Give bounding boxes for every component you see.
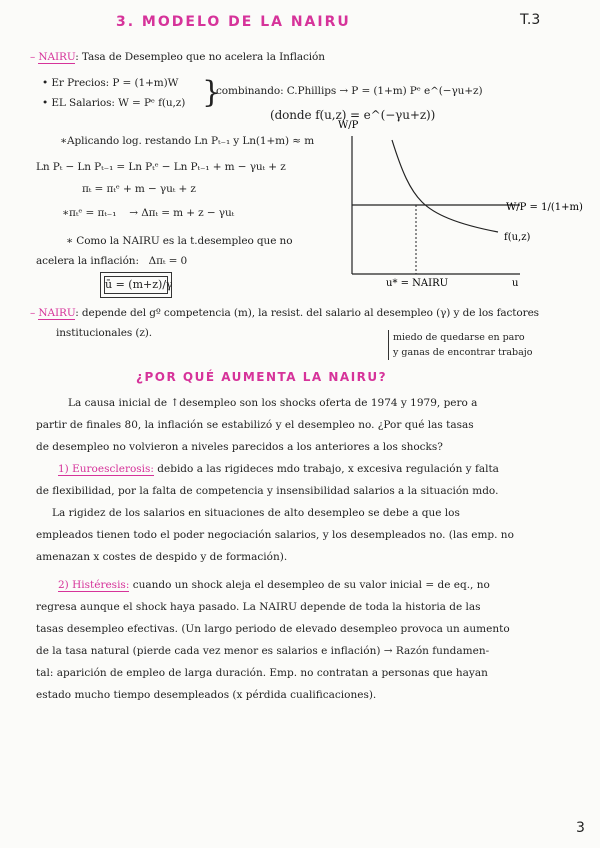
log-note: ∗Aplicando log. restando Ln Pₜ₋₁ y Ln(1+m) ≈ m xyxy=(60,135,315,147)
nairu-definition: – NAIRU: Tasa de Desempleo que no acelera la Inflación xyxy=(30,51,325,63)
section-title: ¿POR QUÉ AUMENTA LA NAIRU? xyxy=(136,370,388,384)
item-2-label: 2) Histéresis: xyxy=(58,579,130,591)
nairu-graph xyxy=(330,112,595,292)
graph-nairu-label: u* = NAIRU xyxy=(386,278,449,289)
where-equation: (donde f(u,z) = e^(−γu+z)) xyxy=(270,108,436,122)
topic-tag: T.3 xyxy=(520,12,541,28)
gamma-bracket-line-1: miedo de quedarse en paro xyxy=(393,332,525,343)
boxed-formula: ū = (m+z)/γ xyxy=(104,276,168,294)
intro-paragraph: La causa inicial de ↑desempleo son los shocks oferta de 1974 y 1979, pero a partir de finales 80, la inflación se estabilizó y el desempleo no. ¿Por qué las tasas de desempleo no volvieron a niveles parecidos a los anteriores a los shocks? xyxy=(36,397,478,453)
graph-curve-label: f(u,z) xyxy=(504,232,531,243)
nairu-definition-text: Tasa de Desempleo que no acelera la Inflación xyxy=(81,51,325,63)
nairu-condition-note-2: acelera la inflación: Δπₜ = 0 xyxy=(36,255,188,267)
graph-y-label: W/P xyxy=(338,120,359,131)
derivation-line-2: πₜ = πₜᵉ + m − γuₜ + z xyxy=(82,183,196,195)
derivation-line-1: Ln Pₜ − Ln Pₜ₋₁ = Ln Pₜᵉ − Ln Pₜ₋₁ + m − γuₜ + z xyxy=(36,161,286,173)
page-number: 3 xyxy=(576,820,585,836)
gamma-bracket-line-2: y ganas de encontrar trabajo xyxy=(393,347,533,358)
prices-equation: • Er Precios: P = (1+m)W xyxy=(42,77,179,89)
page-title: 3. MODELO DE LA NAIRU xyxy=(116,14,351,30)
item-1-label: 1) Euroesclerosis: xyxy=(58,463,154,475)
nairu-depends-term: NAIRU xyxy=(38,307,76,319)
graph-wage-curve xyxy=(392,140,498,232)
combine-brace: } xyxy=(202,75,222,110)
nairu-term: NAIRU xyxy=(38,51,76,63)
combined-equation: combinando: C.Phillips → P = (1+m) Pᵉ e^(−γu+z) xyxy=(216,85,483,97)
nairu-depends-line-2: institucionales (z). xyxy=(56,327,153,339)
nairu-depends-line-1: – NAIRU: depende del gº competencia (m), la resist. del salario al desempleo (γ) y de los factores xyxy=(30,307,539,319)
nairu-condition-note-1: ∗ Como la NAIRU es la t.desempleo que no xyxy=(66,235,293,247)
wages-equation: • EL Salarios: W = Pᵉ f(u,z) xyxy=(42,97,186,109)
graph-x-label: u xyxy=(512,278,519,289)
derivation-line-3: ∗πₜᵉ = πₜ₋₁ → Δπₜ = m + z − γuₜ xyxy=(62,207,235,219)
gamma-bracket xyxy=(388,330,532,360)
item-2-paragraph: 2) Histéresis: cuando un shock aleja el desempleo de su valor inicial = de eq., no regresa aunque el shock haya pasado. La NAIRU depende de toda la historia de las tasas desempleo efectivas. (Un largo periodo de elevado desempleo provoca un aumento de la tasa natural (pierde cada vez menor es salarios e inflación) → Razón fundamen- tal: aparición de empleo de larga duración. Emp. no contratan a personas que hayan estado mucho tiempo desempleados (x pérdida cualificaciones). xyxy=(36,579,510,701)
graph-markup-label: W/P = 1/(1+m) xyxy=(506,202,583,213)
item-1-paragraph: 1) Euroesclerosis: debido a las rigideces mdo trabajo, x excesiva regulación y falta de flexibilidad, por la falta de competencia y insensibilidad salarios a la situación mdo. La rigidez de los salarios en situaciones de alto desempleo se debe a que los empleados tienen todo el poder negociación salarios, y los desempleados no. (las emp. no amenazan x costes de despido y de formación). xyxy=(36,463,514,563)
